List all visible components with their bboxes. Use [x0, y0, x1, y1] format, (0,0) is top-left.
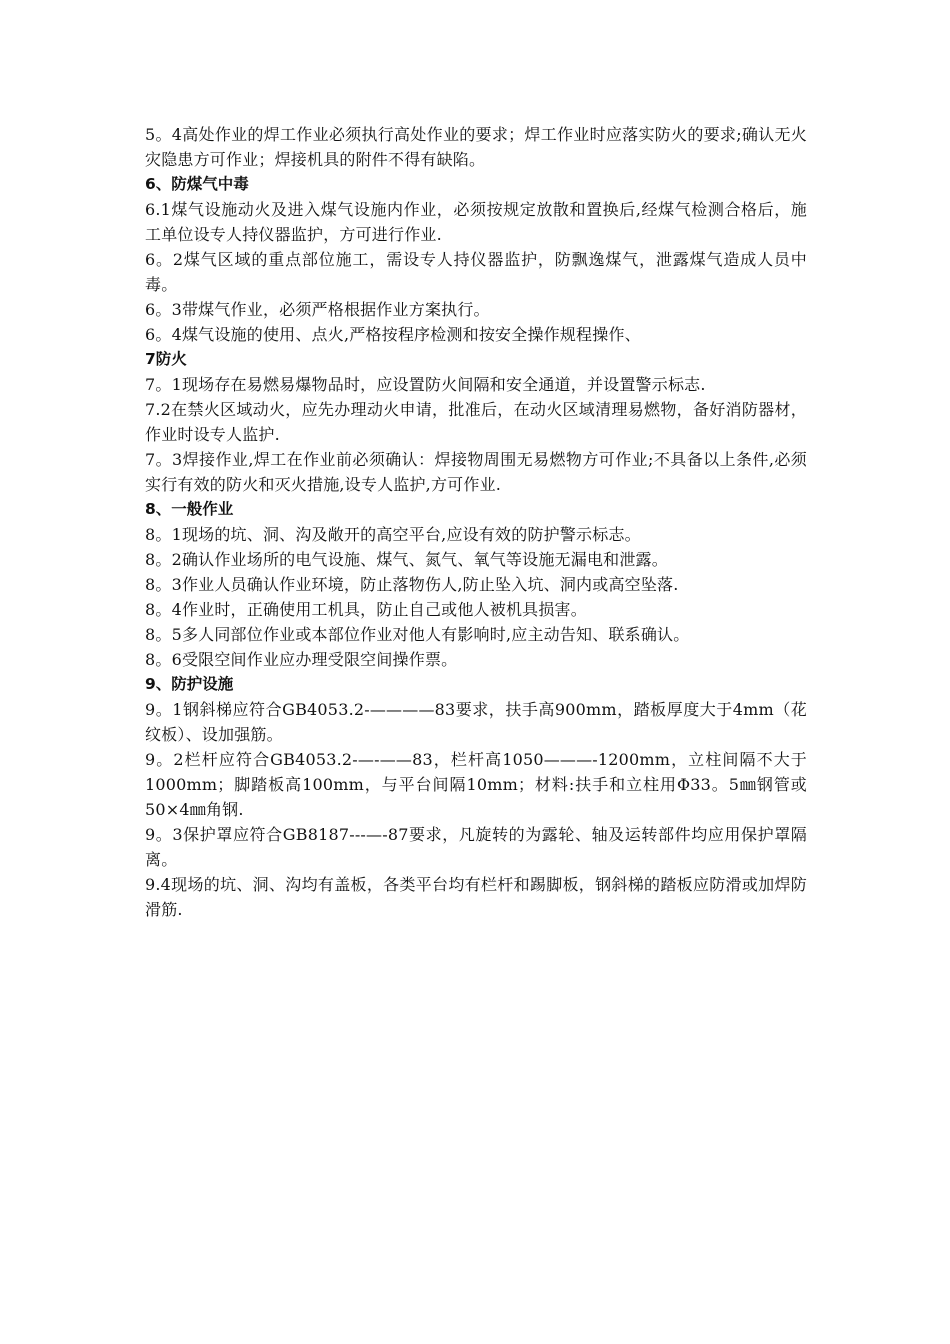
- section-heading-7: 7防火: [145, 350, 187, 368]
- paragraph-5-4: 5。4高处作业的焊工作业必须执行高处作业的要求；焊工作业时应落实防火的要求;确认无火灾隐患方可作业；焊接机具的附件不得有缺陷。: [145, 125, 807, 169]
- paragraph-8-1: 8。1现场的坑、洞、沟及敞开的高空平台,应设有效的防护警示标志。: [145, 525, 641, 544]
- paragraph-6-3: 6。3带煤气作业，必须严格根据作业方案执行。: [145, 300, 490, 319]
- section-heading-9: 9、防护设施: [145, 675, 234, 693]
- paragraph-9-2: 9。2栏杆应符合GB4053.2-—-——83，栏杆高1050———-1200mm，立柱间隔不大于1000mm；脚踏板高100mm，与平台间隔10mm；材料:扶手和立柱用Φ33。5㎜钢管或50×4㎜角钢.: [145, 750, 807, 819]
- paragraph-8-2: 8。2确认作业场所的电气设施、煤气、氮气、氧气等设施无漏电和泄露。: [145, 550, 668, 569]
- paragraph-7-1: 7。1现场存在易燃易爆物品时，应设置防火间隔和安全通道，并设置警示标志.: [145, 375, 706, 394]
- paragraph-8-6: 8。6受限空间作业应办理受限空间操作票。: [145, 650, 458, 669]
- section-heading-6: 6、防煤气中毒: [145, 175, 249, 193]
- paragraph-6-1: 6.1煤气设施动火及进入煤气设施内作业，必须按规定放散和置换后,经煤气检测合格后，施工单位设专人持仪器监护，方可进行作业.: [145, 200, 807, 244]
- paragraph-6-4: 6。4煤气设施的使用、点火,严格按程序检测和按安全操作规程操作、: [145, 325, 641, 344]
- paragraph-8-4: 8。4作业时，正确使用工机具，防止自己或他人被机具损害。: [145, 600, 587, 619]
- paragraph-7-3: 7。3焊接作业,焊工在作业前必须确认：焊接物周围无易燃物方可作业;不具备以上条件,必须实行有效的防火和灭火措施,设专人监护,方可作业.: [145, 450, 807, 494]
- paragraph-7-2: 7.2在禁火区域动火，应先办理动火申请，批准后，在动火区域清理易燃物，备好消防器材，作业时设专人监护.: [145, 400, 807, 444]
- document-body: [145, 122, 807, 922]
- paragraph-8-5: 8。5多人同部位作业或本部位作业对他人有影响时,应主动告知、联系确认。: [145, 625, 690, 644]
- paragraph-9-4: 9.4现场的坑、洞、沟均有盖板，各类平台均有栏杆和踢脚板，钢斜梯的踏板应防滑或加焊防滑筋.: [145, 875, 807, 919]
- paragraph-6-2: 6。2煤气区域的重点部位施工，需设专人持仪器监护，防飘逸煤气，泄露煤气造成人员中毒。: [145, 250, 807, 294]
- paragraph-8-3: 8。3作业人员确认作业环境，防止落物伤人,防止坠入坑、洞内或高空坠落.: [145, 575, 679, 594]
- paragraph-9-3: 9。3保护罩应符合GB8187---—-87要求，凡旋转的为露轮、轴及运转部件均应用保护罩隔离。: [145, 825, 807, 869]
- section-heading-8: 8、一般作业: [145, 500, 234, 518]
- paragraph-9-1: 9。1钢斜梯应符合GB4053.2-————83要求，扶手高900mm，踏板厚度大于4mm（花纹板）、设加强筋。: [145, 700, 807, 744]
